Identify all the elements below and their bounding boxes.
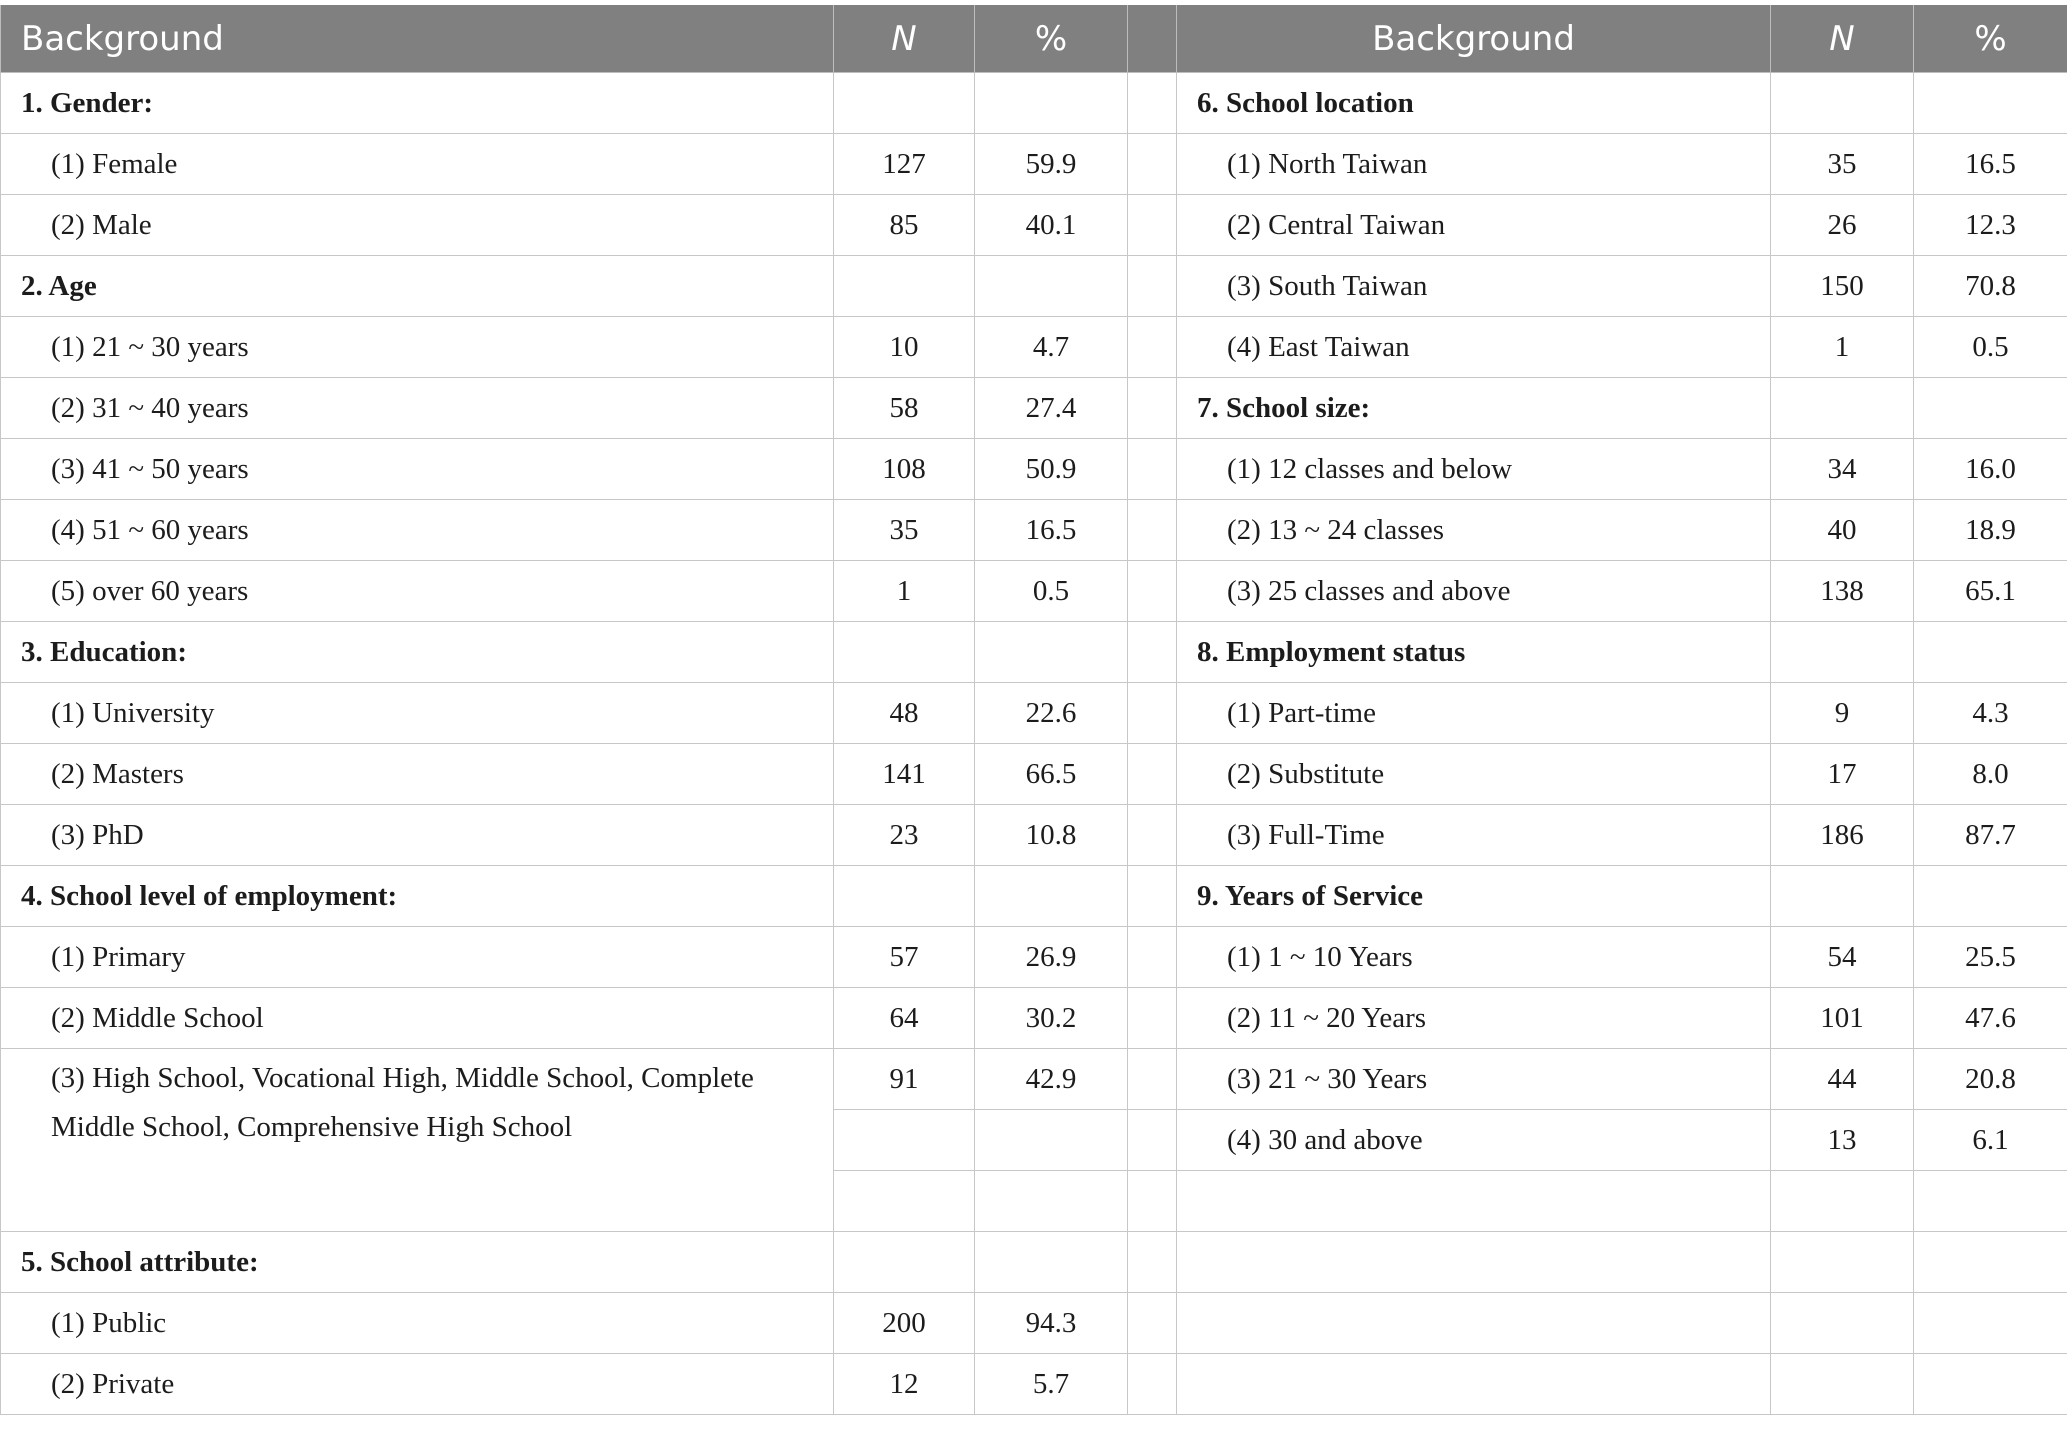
left-n-cell: 64 bbox=[834, 988, 975, 1049]
gap-cell bbox=[1128, 988, 1177, 1049]
gap-cell bbox=[1128, 500, 1177, 561]
left-n-cell: 10 bbox=[834, 317, 975, 378]
left-pct-cell bbox=[975, 622, 1128, 683]
header-pct-left: % bbox=[975, 5, 1128, 73]
right-n-cell: 138 bbox=[1771, 561, 1914, 622]
left-pct-cell bbox=[975, 1232, 1128, 1293]
right-label-cell: (4) 30 and above bbox=[1177, 1110, 1771, 1171]
table-row bbox=[1, 378, 2067, 439]
right-n-cell: 9 bbox=[1771, 683, 1914, 744]
table-row bbox=[1, 988, 2067, 1049]
left-pct-cell: 42.9 bbox=[975, 1049, 1128, 1110]
left-pct-cell bbox=[975, 256, 1128, 317]
gap-cell bbox=[1128, 1354, 1177, 1415]
header-background-left: Background bbox=[1, 5, 834, 73]
right-pct-cell: 0.5 bbox=[1914, 317, 2067, 378]
right-label-cell bbox=[1177, 1293, 1771, 1354]
table-row bbox=[1, 1293, 2067, 1354]
table-row bbox=[1, 683, 2067, 744]
left-pct-cell: 66.5 bbox=[975, 744, 1128, 805]
gap-cell bbox=[1128, 683, 1177, 744]
right-pct-cell: 70.8 bbox=[1914, 256, 2067, 317]
left-pct-cell: 26.9 bbox=[975, 927, 1128, 988]
right-n-cell: 150 bbox=[1771, 256, 1914, 317]
right-label-cell: (3) 21 ~ 30 Years bbox=[1177, 1049, 1771, 1110]
header-n-right: N bbox=[1771, 5, 1914, 73]
right-pct-cell: 20.8 bbox=[1914, 1049, 2067, 1110]
left-label-cell: (1) University bbox=[1, 683, 834, 744]
right-label-cell: (3) Full-Time bbox=[1177, 805, 1771, 866]
right-n-cell: 40 bbox=[1771, 500, 1914, 561]
left-n-cell: 35 bbox=[834, 500, 975, 561]
table-row bbox=[1, 1354, 2067, 1415]
right-label-cell bbox=[1177, 1232, 1771, 1293]
right-label-cell: (2) 13 ~ 24 classes bbox=[1177, 500, 1771, 561]
right-pct-cell bbox=[1914, 622, 2067, 683]
left-label-cell: (2) Middle School bbox=[1, 988, 834, 1049]
left-pct-cell: 16.5 bbox=[975, 500, 1128, 561]
left-n-cell: 57 bbox=[834, 927, 975, 988]
left-pct-cell: 4.7 bbox=[975, 317, 1128, 378]
left-n-cell bbox=[834, 73, 975, 134]
right-n-cell bbox=[1771, 1232, 1914, 1293]
left-n-cell bbox=[834, 622, 975, 683]
right-label-cell: (1) North Taiwan bbox=[1177, 134, 1771, 195]
header-pct-right: % bbox=[1914, 5, 2067, 73]
right-pct-cell: 4.3 bbox=[1914, 683, 2067, 744]
gap-cell bbox=[1128, 134, 1177, 195]
left-n-cell bbox=[834, 1171, 975, 1232]
left-label-cell: (2) Private bbox=[1, 1354, 834, 1415]
demographics-table bbox=[0, 5, 2067, 1415]
right-n-cell: 186 bbox=[1771, 805, 1914, 866]
right-n-cell: 44 bbox=[1771, 1049, 1914, 1110]
left-n-cell: 12 bbox=[834, 1354, 975, 1415]
left-label-cell: 1. Gender: bbox=[1, 73, 834, 134]
gap-cell bbox=[1128, 744, 1177, 805]
left-label-cell: (4) 51 ~ 60 years bbox=[1, 500, 834, 561]
table-row bbox=[1, 134, 2067, 195]
right-n-cell: 26 bbox=[1771, 195, 1914, 256]
gap-cell bbox=[1128, 317, 1177, 378]
gap-cell bbox=[1128, 561, 1177, 622]
gap-cell bbox=[1128, 1232, 1177, 1293]
right-n-cell: 101 bbox=[1771, 988, 1914, 1049]
left-pct-cell: 30.2 bbox=[975, 988, 1128, 1049]
left-pct-cell: 5.7 bbox=[975, 1354, 1128, 1415]
right-pct-cell: 12.3 bbox=[1914, 195, 2067, 256]
left-n-cell: 23 bbox=[834, 805, 975, 866]
left-label-cell: (5) over 60 years bbox=[1, 561, 834, 622]
gap-cell bbox=[1128, 1171, 1177, 1232]
left-n-cell: 200 bbox=[834, 1293, 975, 1354]
left-n-cell: 108 bbox=[834, 439, 975, 500]
left-label-cell: (1) Female bbox=[1, 134, 834, 195]
right-pct-cell: 6.1 bbox=[1914, 1110, 2067, 1171]
left-n-cell: 1 bbox=[834, 561, 975, 622]
right-pct-cell: 16.5 bbox=[1914, 134, 2067, 195]
right-pct-cell: 47.6 bbox=[1914, 988, 2067, 1049]
table-row bbox=[1, 439, 2067, 500]
table-row bbox=[1, 500, 2067, 561]
header-background-right: Background bbox=[1177, 5, 1771, 73]
left-label-cell: (2) 31 ~ 40 years bbox=[1, 378, 834, 439]
left-n-cell bbox=[834, 1232, 975, 1293]
table-body bbox=[1, 73, 2067, 1415]
table-row bbox=[1, 561, 2067, 622]
right-label-cell: 6. School location bbox=[1177, 73, 1771, 134]
right-pct-cell: 18.9 bbox=[1914, 500, 2067, 561]
left-n-cell: 58 bbox=[834, 378, 975, 439]
right-pct-cell bbox=[1914, 1232, 2067, 1293]
right-pct-cell bbox=[1914, 378, 2067, 439]
gap-cell bbox=[1128, 256, 1177, 317]
gap-cell bbox=[1128, 622, 1177, 683]
table-row bbox=[1, 805, 2067, 866]
table-row bbox=[1, 744, 2067, 805]
left-label-cell: 3. Education: bbox=[1, 622, 834, 683]
left-label-cell: (2) Masters bbox=[1, 744, 834, 805]
right-pct-cell: 87.7 bbox=[1914, 805, 2067, 866]
table-row bbox=[1, 256, 2067, 317]
table-row bbox=[1, 73, 2067, 134]
right-n-cell: 34 bbox=[1771, 439, 1914, 500]
left-label-cell: 4. School level of employment: bbox=[1, 866, 834, 927]
right-n-cell bbox=[1771, 622, 1914, 683]
gap-cell bbox=[1128, 1293, 1177, 1354]
right-n-cell: 17 bbox=[1771, 744, 1914, 805]
right-n-cell: 13 bbox=[1771, 1110, 1914, 1171]
right-label-cell: 8. Employment status bbox=[1177, 622, 1771, 683]
right-pct-cell: 25.5 bbox=[1914, 927, 2067, 988]
left-pct-cell: 59.9 bbox=[975, 134, 1128, 195]
right-n-cell: 1 bbox=[1771, 317, 1914, 378]
right-pct-cell bbox=[1914, 1171, 2067, 1232]
left-label-cell: 2. Age bbox=[1, 256, 834, 317]
left-pct-cell: 22.6 bbox=[975, 683, 1128, 744]
right-label-cell: (2) Central Taiwan bbox=[1177, 195, 1771, 256]
left-pct-cell bbox=[975, 73, 1128, 134]
left-n-cell bbox=[834, 1110, 975, 1171]
gap-cell bbox=[1128, 73, 1177, 134]
right-n-cell bbox=[1771, 1354, 1914, 1415]
right-pct-cell: 8.0 bbox=[1914, 744, 2067, 805]
gap-cell bbox=[1128, 439, 1177, 500]
header-n-left: N bbox=[834, 5, 975, 73]
left-pct-cell bbox=[975, 866, 1128, 927]
right-label-cell: (2) Substitute bbox=[1177, 744, 1771, 805]
left-pct-cell: 0.5 bbox=[975, 561, 1128, 622]
left-label-cell: (2) Male bbox=[1, 195, 834, 256]
left-label-cell: 5. School attribute: bbox=[1, 1232, 834, 1293]
table-row bbox=[1, 927, 2067, 988]
header-gap bbox=[1128, 5, 1177, 73]
gap-cell bbox=[1128, 805, 1177, 866]
table-row bbox=[1, 317, 2067, 378]
right-pct-cell bbox=[1914, 1354, 2067, 1415]
right-label-cell: 9. Years of Service bbox=[1177, 866, 1771, 927]
right-n-cell: 35 bbox=[1771, 134, 1914, 195]
left-pct-cell: 50.9 bbox=[975, 439, 1128, 500]
gap-cell bbox=[1128, 378, 1177, 439]
header-row bbox=[1, 5, 2067, 73]
gap-cell bbox=[1128, 866, 1177, 927]
right-label-cell: (1) Part-time bbox=[1177, 683, 1771, 744]
left-pct-cell: 40.1 bbox=[975, 195, 1128, 256]
right-label-cell bbox=[1177, 1354, 1771, 1415]
left-n-cell: 91 bbox=[834, 1049, 975, 1110]
left-n-cell bbox=[834, 256, 975, 317]
table-row bbox=[1, 622, 2067, 683]
right-pct-cell bbox=[1914, 866, 2067, 927]
left-n-cell: 141 bbox=[834, 744, 975, 805]
right-n-cell bbox=[1771, 73, 1914, 134]
left-label-cell: (3) High School, Vocational High, Middle School, Complete Middle School, Comprehensive High School bbox=[1, 1049, 834, 1232]
gap-cell bbox=[1128, 927, 1177, 988]
right-n-cell bbox=[1771, 1171, 1914, 1232]
right-pct-cell: 65.1 bbox=[1914, 561, 2067, 622]
left-n-cell: 85 bbox=[834, 195, 975, 256]
right-label-cell: (4) East Taiwan bbox=[1177, 317, 1771, 378]
gap-cell bbox=[1128, 1110, 1177, 1171]
right-label-cell bbox=[1177, 1171, 1771, 1232]
left-pct-cell bbox=[975, 1110, 1128, 1171]
right-n-cell bbox=[1771, 866, 1914, 927]
left-label-cell: (3) PhD bbox=[1, 805, 834, 866]
right-n-cell bbox=[1771, 1293, 1914, 1354]
left-pct-cell: 27.4 bbox=[975, 378, 1128, 439]
right-pct-cell bbox=[1914, 1293, 2067, 1354]
table-row bbox=[1, 195, 2067, 256]
right-label-cell: (2) 11 ~ 20 Years bbox=[1177, 988, 1771, 1049]
left-pct-cell bbox=[975, 1171, 1128, 1232]
right-label-cell: (1) 1 ~ 10 Years bbox=[1177, 927, 1771, 988]
right-pct-cell bbox=[1914, 73, 2067, 134]
table-row bbox=[1, 1232, 2067, 1293]
gap-cell bbox=[1128, 1049, 1177, 1110]
gap-cell bbox=[1128, 195, 1177, 256]
right-n-cell bbox=[1771, 378, 1914, 439]
table-row bbox=[1, 1049, 2067, 1110]
left-label-cell: (1) Public bbox=[1, 1293, 834, 1354]
left-pct-cell: 94.3 bbox=[975, 1293, 1128, 1354]
right-label-cell: (1) 12 classes and below bbox=[1177, 439, 1771, 500]
right-label-cell: (3) South Taiwan bbox=[1177, 256, 1771, 317]
left-n-cell: 127 bbox=[834, 134, 975, 195]
table-row bbox=[1, 866, 2067, 927]
right-label-cell: 7. School size: bbox=[1177, 378, 1771, 439]
right-pct-cell: 16.0 bbox=[1914, 439, 2067, 500]
left-n-cell bbox=[834, 866, 975, 927]
left-label-cell: (1) 21 ~ 30 years bbox=[1, 317, 834, 378]
right-n-cell: 54 bbox=[1771, 927, 1914, 988]
left-label-cell: (1) Primary bbox=[1, 927, 834, 988]
right-label-cell: (3) 25 classes and above bbox=[1177, 561, 1771, 622]
left-pct-cell: 10.8 bbox=[975, 805, 1128, 866]
left-label-cell: (3) 41 ~ 50 years bbox=[1, 439, 834, 500]
left-n-cell: 48 bbox=[834, 683, 975, 744]
